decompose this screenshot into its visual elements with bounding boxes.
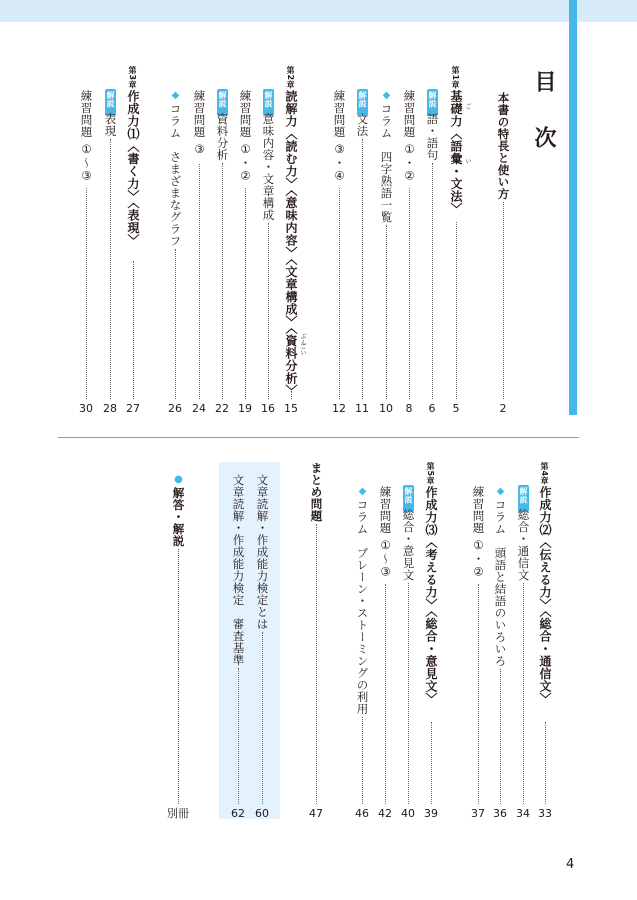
toc-page-number: 40 [401,807,415,820]
toc-entry-label[interactable]: コラム ブレーン・ストーミングの利用 [355,499,370,715]
toc-page-number: 28 [103,402,117,415]
top-band [0,0,637,22]
toc-page-number: 26 [168,402,182,415]
dot-leader [291,391,292,399]
toc-page-number: 39 [424,807,438,820]
dot-leader [178,549,179,804]
diamond-bullet-icon: ◆ [357,486,368,498]
dot-leader [245,188,246,399]
toc-page-number: 15 [284,402,298,415]
dot-leader [262,632,263,804]
toc-entry-label[interactable]: 文章読解・作成能力検定 審査基準 [231,474,246,666]
dot-leader [86,188,87,399]
toc-entry-label[interactable]: コラム 頭語と結語のいろいろ [493,499,508,667]
toc-page-number: 34 [516,807,530,820]
toc-page-number: 11 [355,402,369,415]
furigana: ご [464,103,471,110]
toc-entry-label[interactable]: 練習問題 ①・② [471,486,486,580]
dot-leader [409,188,410,399]
toc-page-number: 6 [428,402,436,415]
chapter-label: 第4章 [540,462,549,486]
toc-page-number: 33 [538,807,552,820]
toc-page-number: 8 [405,402,413,415]
toc-entry-label[interactable]: 文章読解・作成能力検定とは [255,474,270,630]
exam-info-highlight [219,462,280,819]
dot-leader [362,717,363,804]
section-divider [58,437,579,438]
dot-leader [432,163,433,399]
diamond-bullet-icon: ◆ [495,486,506,498]
dot-leader [500,669,501,804]
toc-entry-label[interactable]: 文法 [355,113,370,137]
toc-page-number: 別冊 [167,807,189,820]
explanation-badge-label: 解説 [358,91,367,108]
dot-leader [199,164,200,399]
explanation-badge-label: 解説 [218,91,227,108]
toc-entry-label[interactable]: 資料分析 [215,113,230,161]
toc-entry-label[interactable]: 総合・意見文 [401,509,416,581]
dot-leader [362,139,363,399]
toc-entry-label[interactable]: 語・語句 [425,113,440,161]
toc-page-number: 2 [499,402,507,415]
toc-page-number: 22 [215,402,229,415]
toc-page-number: 62 [231,807,245,820]
toc-entry-label[interactable]: 練習問題 ③・④ [332,90,347,184]
dot-leader [133,261,134,399]
furigana: ごい [299,343,306,356]
toc-entry-label[interactable]: 解答・解説 [171,487,186,547]
dot-leader [385,584,386,804]
chapter-title[interactable]: 作成力⑴〈書く力〉〈表現〉 [126,90,140,247]
toc-entry-label[interactable]: 表現 [103,113,118,137]
toc-entry-label[interactable]: まとめ問題 [309,462,324,522]
diamond-bullet-icon: ◆ [381,90,392,102]
dot-leader [523,583,524,804]
dot-leader [110,139,111,399]
chapter-label: 第1章 [451,66,460,90]
explanation-badge-label: 解説 [106,91,115,108]
toc-page-number: 24 [192,402,206,415]
toc-page-number: 46 [355,807,369,820]
dot-leader [545,722,546,804]
toc-page-number: 10 [379,402,393,415]
dot-leader [316,524,317,804]
dot-leader [431,722,432,804]
toc-page-number: 27 [126,402,140,415]
toc-page-number: 37 [471,807,485,820]
toc-page-number: 42 [378,807,392,820]
chapter-title[interactable]: 作成力⑶〈考える力〉〈総合・意見文〉 [424,486,438,705]
toc-entry-label[interactable]: 本書の特長と使い方 [496,92,511,200]
dot-leader [238,668,239,804]
toc-entry-label[interactable]: コラム さまざまなグラフ [168,103,183,247]
accent-bar [569,0,577,415]
toc-entry-label[interactable]: 練習問題 ③ [192,90,207,157]
dot-leader [503,202,504,399]
dot-leader [456,222,457,399]
chapter-label: 第3章 [128,66,137,90]
diamond-bullet-icon: ◆ [170,90,181,102]
toc-page-number: 47 [309,807,323,820]
chapter-label: 第5章 [426,462,435,486]
toc-page-number: 30 [79,402,93,415]
explanation-badge-label: 解説 [519,487,528,504]
furigana: い [464,158,471,165]
dot-leader [222,163,223,399]
toc-page-number: 36 [493,807,507,820]
furigana: ぶん [299,333,306,346]
toc-page-number: 60 [255,807,269,820]
toc-entry-label[interactable]: 総合・通信文 [516,509,531,581]
dot-leader [339,188,340,399]
toc-entry-label[interactable]: 練習問題 ①〜③ [79,90,94,184]
explanation-badge-label: 解説 [404,487,413,504]
toc-page-number: 5 [452,402,460,415]
toc-page-number: 12 [332,402,346,415]
dot-leader [386,225,387,399]
toc-entry-label[interactable]: コラム 四字熟語一覧 [379,103,394,223]
dot-leader [268,223,269,399]
circle-bullet-icon: ● [173,474,184,486]
toc-entry-label[interactable]: 練習問題 ①〜③ [378,486,393,580]
dot-leader [408,583,409,804]
toc-entry-label[interactable]: 練習問題 ①・② [238,90,253,184]
dot-leader [175,249,176,399]
page-number: 4 [566,857,575,872]
explanation-badge-label: 解説 [264,91,273,108]
chapter-label: 第2章 [286,66,295,90]
explanation-badge-label: 解説 [428,91,437,108]
toc-page-number: 19 [238,402,252,415]
dot-leader [478,584,479,804]
toc-entry-label[interactable]: 意味内容・文章構成 [261,113,276,221]
page-title: 目 次 [531,70,556,154]
chapter-title[interactable]: 読解力〈読む力〉〈意味内容〉〈文章構成〉〈資料分析〉 [284,90,298,397]
toc-entry-label[interactable]: 練習問題 ①・② [402,90,417,184]
toc-page-number: 16 [261,402,275,415]
chapter-title[interactable]: 基礎力〈語彙・文法〉 [449,90,463,215]
chapter-title[interactable]: 作成力⑵〈伝える力〉〈総合・通信文〉 [538,486,552,705]
